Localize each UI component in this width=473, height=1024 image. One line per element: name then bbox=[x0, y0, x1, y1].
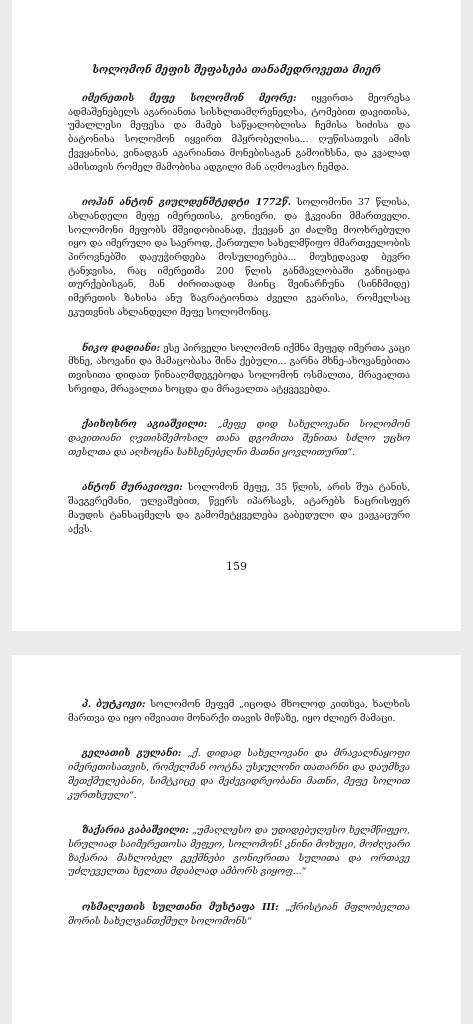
speaker-name: ზაქარია გაბაშვილი: bbox=[82, 825, 189, 837]
speaker-name: ოსმალეთის სულთანი მუსტაფა III: bbox=[82, 902, 279, 914]
quote-text: იყვირთა მეორესა ადმაშენებელს აგარიანთა სისხლთამღრვნელსა, ტომებით დავითისა, უმალლესი მეფესა და მამებ საწყალობლისა ჩემისა ხიძისა და ბატონისა სოლომონ იყვირთ მპყრობელისა... ღუწისათვის ამის ქვეყანისა, ვინადგან აგარიანთა მონებისაგან გამოიხსნა, და კვალად ამისთვის რომელ მამობისა ადგილი მან აღმოავსო ჩემდა. bbox=[68, 93, 410, 173]
quote-paragraph bbox=[68, 418, 410, 459]
quote-text: სოლომონ მეფე, 35 წლის, არის შუა ტანის, შავგვრემანი, ულვაშებით, წვერს იპარსავს, ატარებს ნაცრისფერ მაუდის ტანსაცმელს და გამომეტყველება გაბედული და ვაჟკაცური აქვს. bbox=[68, 482, 410, 535]
speaker-name: ანტონ მურავიოვი: bbox=[82, 482, 183, 494]
quote-text: „უმაღლესო და უდიდებულესო ხელმწიფეო, სრულიად საიმერეთოსა მეფეო, სოლომონ! კნინი მოხუცი, მოძღვარი ზაქარია მახლობელ გექმნები გონიერითა სულითა და ორთავე უძლეველთა ხელთა მდაბლად ამბორს გიყოფ...“ bbox=[68, 825, 410, 878]
quote-paragraph bbox=[68, 342, 410, 397]
quote-paragraph bbox=[68, 824, 410, 879]
quote-paragraph bbox=[68, 698, 410, 725]
quote-paragraph bbox=[68, 196, 410, 319]
quote-paragraph bbox=[68, 901, 410, 928]
page-number: 159 bbox=[226, 560, 247, 573]
speaker-name: იოჰან ანტონ გიულდენშტედტი 1772წ. bbox=[82, 197, 291, 209]
speaker-name: გელათის გულანი: bbox=[82, 748, 182, 760]
quote-text: „მეფე დიდ სახელოვანი სოლომონ დავითიანი ღვთისშემოსილ თანა დგომითა შენითა სძლო უცხო თესლთა და აღხოცნა სახსენებელნი მათნი ყოვლითურთ“. bbox=[68, 419, 410, 458]
quote-paragraph bbox=[68, 747, 410, 802]
chapter-title: სოლომონ მეფის შეფასება თანამედროვეთა მიერ bbox=[92, 64, 381, 76]
quote-text: ესე პირველი სოლომონ იქმნა მეფედ იმერთა კაცი მხნე, ახოვანი და მამაცობასა შინა ქებული... გარნა მხნე-ახოვანებითა თვისითა დიდათ წინააღმდეგებოდა სოლომონ ოსმალთა, მრავალთა სრვიდა, მრავალთა ხოცდა და მრავალთა ატყვევებდა. bbox=[68, 342, 410, 395]
speaker-name: პ. ბუტკოვი: bbox=[82, 699, 146, 710]
quote-text: სოლომონ მეფემ „იცოდა მხოლოდ კითხვა, ხალხის მართვა და იყო იშვიათი მონარქი თავის მიწაზე, იყო ძლიერ მამაცი. bbox=[68, 699, 410, 724]
page-1-body bbox=[68, 92, 410, 558]
quote-paragraph bbox=[68, 481, 410, 536]
document-page-2 bbox=[12, 655, 461, 1024]
speaker-name: იმერეთის მეფე სოლომონ მეორე: bbox=[82, 93, 297, 104]
quote-paragraph bbox=[68, 92, 410, 174]
quote-text: სოლომონი 37 წლისა, ახლანდელი მეფე იმერეთისა, გონიერი, და ჭკვიანი მმართველი. სოლომონი მეფობს მშვიდობიანად, ქვეყან კი ძალზე მოოხრებული იყო და იმერული და საეროდ, ქართული სახელმწიფო მმართველობის პიროვნებში დაეუჭირდება მოსულიერება... მიუხედავად ბევრი ტანჯვისა, რაც იმერეთმა 200 წლის განმავლობაში განიცადა თურქებისგან, მან ძირითადად მაინც შეინარჩუნა (სინჩმიდე) იმერეთის ზახისა ანუ ზაგრატიონთა ძველი გვარისა, რომელსაც ეკუთვნის ახლანდელი მეფე სოლომონიც. bbox=[68, 197, 410, 318]
page-2-body bbox=[68, 698, 410, 950]
quote-text: „ქრისტიან მფლობელთა შორის სახელგანთქმულ სოლომონს“ bbox=[68, 902, 410, 927]
speaker-name: ნიკო დადიანი: bbox=[82, 342, 160, 354]
document-page-1 bbox=[12, 0, 461, 631]
quote-text: „ქ. დიდად სახელოვანი და მრავალნაყოფი იმერეთისათვის, რომელმან ოოტნა უსჯულონი თათარნი და დაუმხვა შეთქმულებანი, სიმტკიცე და მეძვგიდრეობანი მათნი, მეფე სოლით კურთხეული“. bbox=[68, 748, 410, 801]
speaker-name: ქაიხოსრო აგიაშვილი: bbox=[82, 419, 208, 431]
